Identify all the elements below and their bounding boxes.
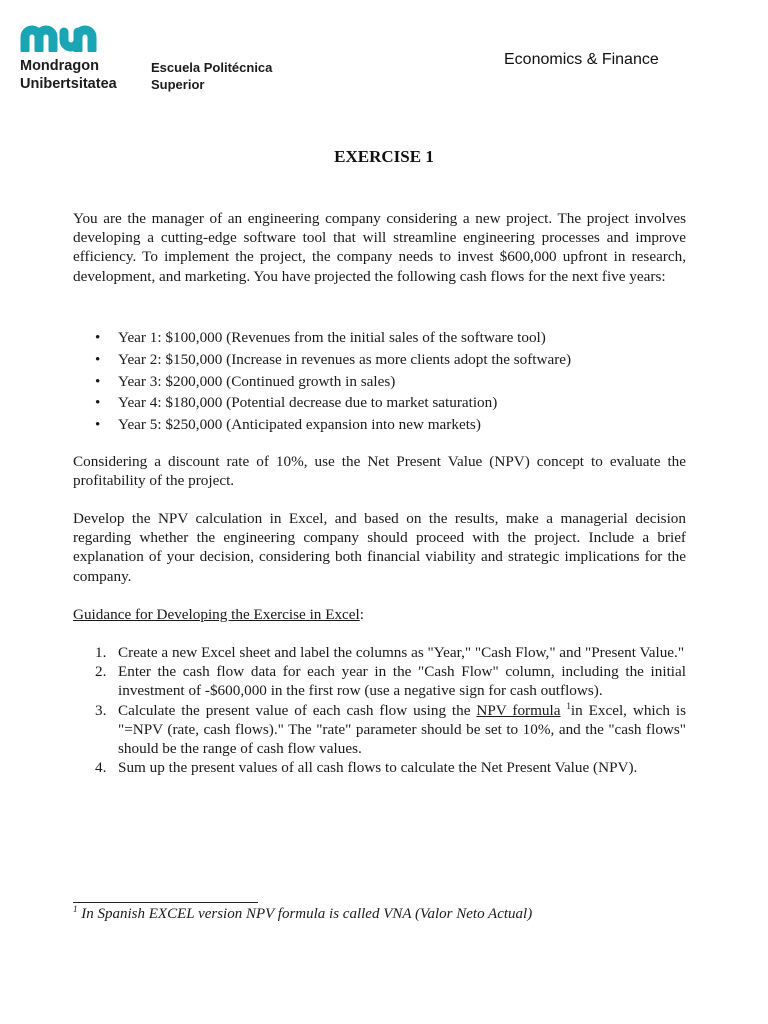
footnote-ref[interactable]: 1: [566, 700, 571, 711]
list-item: • Year 1: $100,000 (Revenues from the initial sales of the software tool): [73, 327, 686, 349]
guidance-heading: [73, 605, 686, 624]
list-item: [73, 701, 686, 759]
step-number: 1.: [95, 644, 107, 661]
step-text: Enter the cash flow data for each year in the "Cash Flow" column, including the initial investment of -$600,000 in the first row (use a negative sign for cash outflows).: [118, 663, 686, 700]
discount-paragraph: Considering a discount rate of 10%, use the Net Present Value (NPV) concept to evaluate the profitability of the project.: [73, 453, 686, 490]
guidance-steps: [73, 643, 686, 777]
intro-paragraph: You are the manager of an engineering company considering a new project. The project involves developing a cutting-edge software tool that will streamline engineering processes and improve efficiency. To implement the project, the company needs to invest $600,000 upfront in research, development, and marketing. You have projected the following cash flows for the next five years:: [73, 210, 686, 285]
list-item: • Year 5: $250,000 (Anticipated expansion into new markets): [73, 414, 686, 436]
guidance-title: Guidance for Developing the Exercise in Excel: [73, 606, 360, 623]
university-name: [20, 57, 117, 93]
task-paragraph: Develop the NPV calculation in Excel, and based on the results, make a managerial decision regarding whether the engineering company should proceed with the project. Include a brief explanation of your decision, considering both financial viability and strategic implications for the company.: [73, 510, 686, 585]
footnote-marker: 1: [73, 904, 78, 914]
department-label: Economics & Finance: [504, 51, 659, 68]
list-item: • Year 3: $200,000 (Continued growth in sales): [73, 371, 686, 393]
guidance-colon: :: [359, 606, 364, 623]
university-name-line1: Mondragon: [20, 58, 99, 74]
list-item: [73, 758, 686, 777]
footnote: [73, 906, 532, 923]
step-text: Sum up the present values of all cash flows to calculate the Net Present Value (NPV).: [118, 759, 638, 777]
list-item: • Year 4: $180,000 (Potential decrease due to market saturation): [73, 392, 686, 414]
step-text: Create a new Excel sheet and label the columns as "Year," "Cash Flow," and "Present Value.": [118, 644, 685, 661]
school-name-line2: Superior: [151, 77, 205, 92]
step-text-post: in Excel, which is "=NPV (rate, cash flows)." The "rate" parameter should be set to 10%, and the "cash flows" should be the range of cash flow values.: [118, 701, 687, 758]
step-number: 2.: [95, 663, 107, 681]
cash-flow-list: [73, 327, 686, 436]
school-name: [151, 59, 272, 93]
school-name-line1: Escuela Politécnica: [151, 60, 273, 75]
footnote-text: In Spanish EXCEL version NPV formula is called VNA (Valor Neto Actual): [81, 906, 533, 922]
step-number: 3.: [95, 701, 107, 719]
step-number: 4.: [95, 759, 107, 777]
step-text-pre: Calculate the present value of each cash flow using the: [118, 701, 477, 719]
exercise-title: EXERCISE 1: [334, 147, 434, 166]
university-logo: [20, 22, 98, 52]
list-item: [73, 662, 686, 700]
list-item: [73, 643, 686, 662]
list-item: • Year 2: $150,000 (Increase in revenues as more clients adopt the software): [73, 349, 686, 371]
university-name-line2: Unibertsitatea: [20, 76, 117, 92]
npv-formula-link[interactable]: NPV formula: [476, 701, 561, 719]
footnote-divider: [73, 902, 258, 903]
